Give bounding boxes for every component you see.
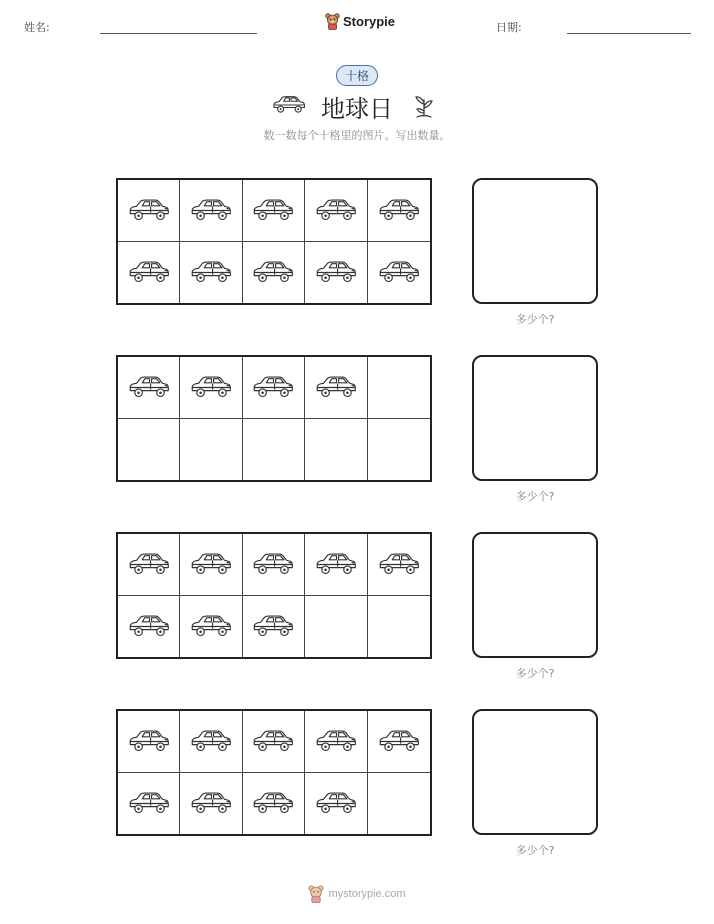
ten-frame-cell (368, 180, 430, 242)
ten-frame-cell (243, 534, 305, 596)
ten-frame (116, 709, 432, 836)
ten-frame-cell (368, 419, 430, 481)
car-icon (190, 198, 232, 223)
ten-frame-cell (305, 773, 367, 835)
ten-frame-cell (368, 242, 430, 304)
ten-frame-cell (180, 419, 242, 481)
ten-frame-cell (118, 180, 180, 242)
answer-box[interactable] (472, 178, 598, 304)
car-icon (315, 791, 357, 816)
ten-frame-cell (305, 419, 367, 481)
ten-frame-cell (305, 711, 367, 773)
car-icon (190, 552, 232, 577)
instructions: 数一数每个十格里的图片。写出数量。 (263, 129, 451, 142)
ten-frame-cell (368, 596, 430, 658)
brand-logo (325, 13, 395, 30)
ten-frame-cell (243, 242, 305, 304)
ten-frame-cell (305, 180, 367, 242)
bear-icon (308, 885, 324, 903)
car-icon (190, 729, 232, 754)
car-icon (252, 198, 294, 223)
ten-frame-cell (243, 180, 305, 242)
ten-frame-cell (180, 711, 242, 773)
car-icon (252, 614, 294, 639)
car-icon (315, 375, 357, 400)
ten-frame-cell (305, 357, 367, 419)
date-line (567, 33, 691, 34)
car-icon (190, 791, 232, 816)
car-icon (128, 375, 170, 400)
worksheet-title: 地球日 (321, 95, 393, 123)
car-icon (190, 260, 232, 285)
car-icon (315, 198, 357, 223)
ten-frame-cell (118, 711, 180, 773)
car-icon (128, 552, 170, 577)
car-icon (252, 729, 294, 754)
date-label: 日期: (496, 21, 522, 34)
answer-box[interactable] (472, 709, 598, 835)
brand-name: Storypie (343, 14, 396, 29)
bear-icon (325, 13, 340, 30)
car-icon (315, 552, 357, 577)
sprout-icon (414, 92, 434, 120)
car-icon (128, 729, 170, 754)
car-icon (128, 198, 170, 223)
topic-badge-label: 十格 (344, 69, 369, 83)
car-icon (190, 614, 232, 639)
car-icon (128, 614, 170, 639)
ten-frame-cell (118, 773, 180, 835)
answer-box[interactable] (472, 355, 598, 481)
car-icon (190, 375, 232, 400)
ten-frame-cell (243, 357, 305, 419)
ten-frame-cell (368, 773, 430, 835)
car-icon (315, 729, 357, 754)
name-label: 姓名: (24, 21, 50, 34)
ten-frame-cell (118, 534, 180, 596)
ten-frame-cell (305, 242, 367, 304)
ten-frame-cell (305, 596, 367, 658)
ten-frame-cell (368, 711, 430, 773)
ten-frame-cell (180, 534, 242, 596)
car-icon (252, 552, 294, 577)
ten-frame-cell (118, 242, 180, 304)
topic-badge (336, 65, 378, 86)
ten-frame-cell (243, 419, 305, 481)
answer-label: 多少个? (515, 490, 555, 503)
car-icon (378, 198, 420, 223)
ten-frame-cell (180, 773, 242, 835)
ten-frame-cell (305, 534, 367, 596)
car-icon (252, 260, 294, 285)
car-icon (128, 791, 170, 816)
car-icon (272, 95, 306, 115)
ten-frame-cell (180, 596, 242, 658)
car-icon (378, 552, 420, 577)
footer (0, 885, 714, 903)
footer-url: mystorypie.com (328, 888, 406, 900)
answer-label: 多少个? (515, 667, 555, 680)
car-icon (252, 791, 294, 816)
ten-frame-cell (180, 180, 242, 242)
ten-frame-cell (118, 357, 180, 419)
ten-frame-cell (243, 773, 305, 835)
answer-label: 多少个? (515, 313, 555, 326)
ten-frame-cell (368, 357, 430, 419)
ten-frame-cell (118, 419, 180, 481)
car-icon (378, 260, 420, 285)
car-icon (252, 375, 294, 400)
ten-frame (116, 355, 432, 482)
ten-frame-cell (243, 596, 305, 658)
ten-frame-cell (368, 534, 430, 596)
ten-frame (116, 178, 432, 305)
ten-frame-cell (180, 357, 242, 419)
ten-frame (116, 532, 432, 659)
name-line (100, 33, 257, 34)
ten-frame-cell (118, 596, 180, 658)
car-icon (315, 260, 357, 285)
answer-box[interactable] (472, 532, 598, 658)
ten-frame-cell (243, 711, 305, 773)
answer-label: 多少个? (515, 844, 555, 857)
car-icon (128, 260, 170, 285)
car-icon (378, 729, 420, 754)
ten-frame-cell (180, 242, 242, 304)
